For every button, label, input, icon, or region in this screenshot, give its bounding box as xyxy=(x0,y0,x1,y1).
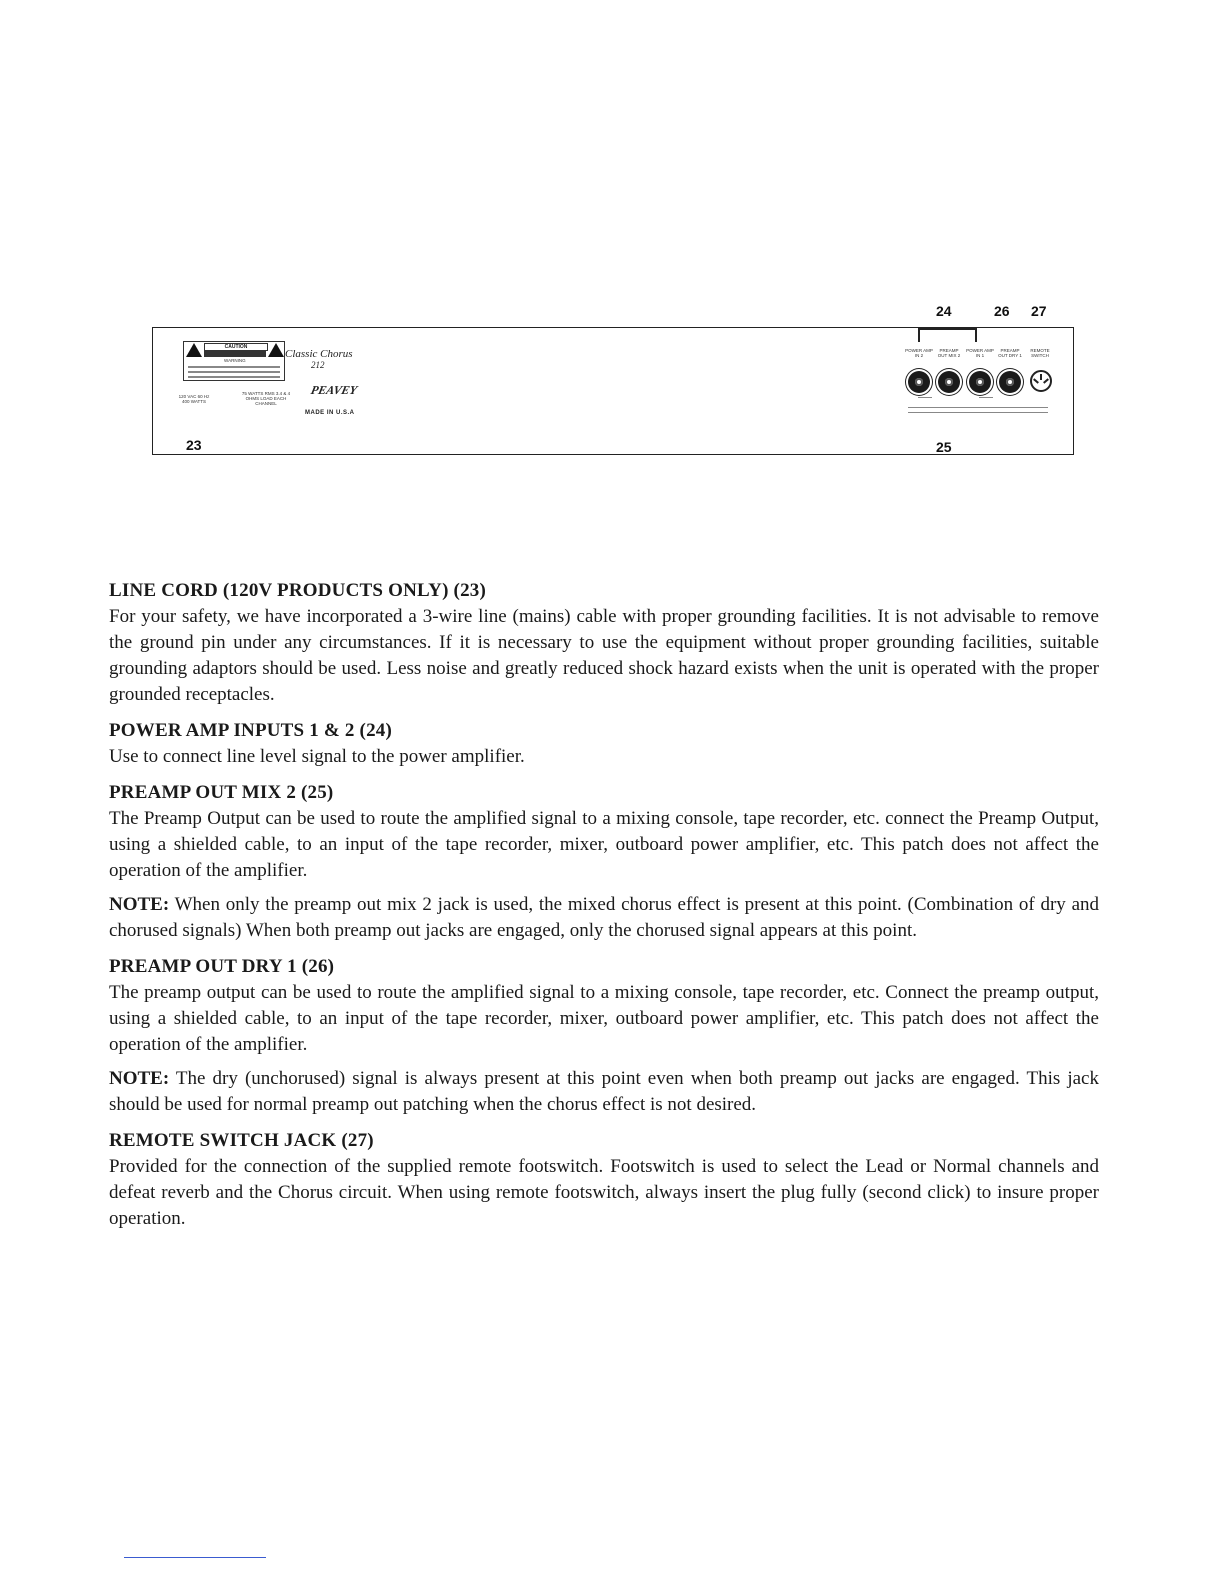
warning-text: WARNING xyxy=(224,358,246,363)
note-text: When only the preamp out mix 2 jack is used, the mixed chorus effect is present at this point. (Combination of dry and chorused signals) When both preamp out jacks are engaged, only the chorused signal appears at this point. xyxy=(109,894,1099,941)
callout-27: 27 xyxy=(1031,303,1047,319)
note-text: The dry (unchorused) signal is always present at this point even when both preamp out jacks are engaged. This jack should be used for normal preamp out patching when the chorus effect is not desired. xyxy=(109,1068,1099,1115)
section-body-preamp-out-mix: The Preamp Output can be used to route the amplified signal to a mixing console, tape recorder, etc. connect the Preamp Output, using a shielded cable, to an input of the tape recorder, mixer, outboard power amplifier, etc. This patch does not affect the operation of the amplifier. xyxy=(109,808,1099,881)
power-amp-in-2-jack xyxy=(908,371,930,393)
callout-23: 23 xyxy=(186,437,202,453)
jack-label: POWER AMP IN 2 xyxy=(905,348,933,358)
power-rating: 120 VAC 60 Hz 400 WATTS xyxy=(178,394,210,404)
panel-fine-print xyxy=(908,407,1048,408)
manual-content xyxy=(109,580,1099,1244)
section-title-preamp-out-dry: PREAMP OUT DRY 1 (26) xyxy=(109,956,335,977)
warning-label xyxy=(183,341,285,381)
rear-panel-diagram xyxy=(152,327,1074,455)
panel-fine-print xyxy=(908,412,1048,413)
power-amp-in-1-jack xyxy=(969,371,991,393)
model-number-label: 212 xyxy=(311,360,325,370)
panel-fine-print xyxy=(918,397,932,398)
preamp-out-mix-2-jack xyxy=(938,371,960,393)
jack-label: POWER AMP IN 1 xyxy=(966,348,994,358)
jack-label: PREAMP OUT MIX 2 xyxy=(937,348,961,358)
made-in-label: MADE IN U.S.A xyxy=(305,410,355,416)
section-body-line-cord: For your safety, we have incorporated a 3-wire line (mains) cable with proper grounding facilities. It is not advisable to remove the ground pin under any circumstances. If it is necessary to use the equipment without proper grounding facilities, suitable grounding adaptors should be used. Less noise and greatly reduced shock hazard exists when the unit is operated with the proper grounded receptacles. xyxy=(109,606,1099,705)
warning-bar xyxy=(204,350,266,357)
model-script-label: Classic Chorus xyxy=(285,348,353,360)
output-rating: 75 WATTS RMS 3.4 & 4 OHMS LOAD EACH CHANNEL xyxy=(241,391,291,406)
note-preamp-out-mix xyxy=(109,892,1099,944)
section-title-remote-switch: REMOTE SWITCH JACK (27) xyxy=(109,1130,374,1151)
jack-label: PREAMP OUT DRY 1 xyxy=(998,348,1022,358)
jack-label: REMOTE SWITCH xyxy=(1030,348,1050,358)
warning-triangle-icon xyxy=(186,343,202,357)
footer-rule xyxy=(124,1557,266,1558)
warning-triangle-icon xyxy=(268,343,284,357)
warning-fine-print xyxy=(188,371,280,373)
section-body-preamp-out-dry: The preamp output can be used to route the amplified signal to a mixing console, tape recorder, etc. Connect the preamp output, using a shielded cable, to an input of the tape recorder, mixer, outboard power amplifier, etc. This patch does not affect the operation of the amplifier. xyxy=(109,982,1099,1055)
peavey-logo: PEAVEY xyxy=(309,383,359,397)
note-preamp-out-dry xyxy=(109,1066,1099,1118)
callout-25: 25 xyxy=(936,439,952,455)
section-title-preamp-out-mix: PREAMP OUT MIX 2 (25) xyxy=(109,782,334,803)
remote-switch-jack-icon xyxy=(1030,370,1052,392)
callout-26: 26 xyxy=(994,303,1010,319)
section-title-line-cord: LINE CORD (120V PRODUCTS ONLY) (23) xyxy=(109,580,486,601)
note-label: NOTE: xyxy=(109,894,170,915)
callout-24: 24 xyxy=(936,303,952,319)
warning-fine-print xyxy=(188,366,280,368)
warning-fine-print xyxy=(188,376,280,378)
section-body-remote-switch: Provided for the connection of the supplied remote footswitch. Footswitch is used to select the Lead or Normal channels and defeat reverb and the Chorus circuit. When using remote footswitch, always insert the plug fully (second click) to insure proper operation. xyxy=(109,1156,1099,1229)
caution-label: CAUTION xyxy=(204,343,268,351)
preamp-out-dry-1-jack xyxy=(999,371,1021,393)
section-body-power-amp-inputs: Use to connect line level signal to the power amplifier. xyxy=(109,746,525,767)
note-label: NOTE: xyxy=(109,1068,170,1089)
section-title-power-amp-inputs: POWER AMP INPUTS 1 & 2 (24) xyxy=(109,720,393,741)
panel-fine-print xyxy=(979,397,993,398)
